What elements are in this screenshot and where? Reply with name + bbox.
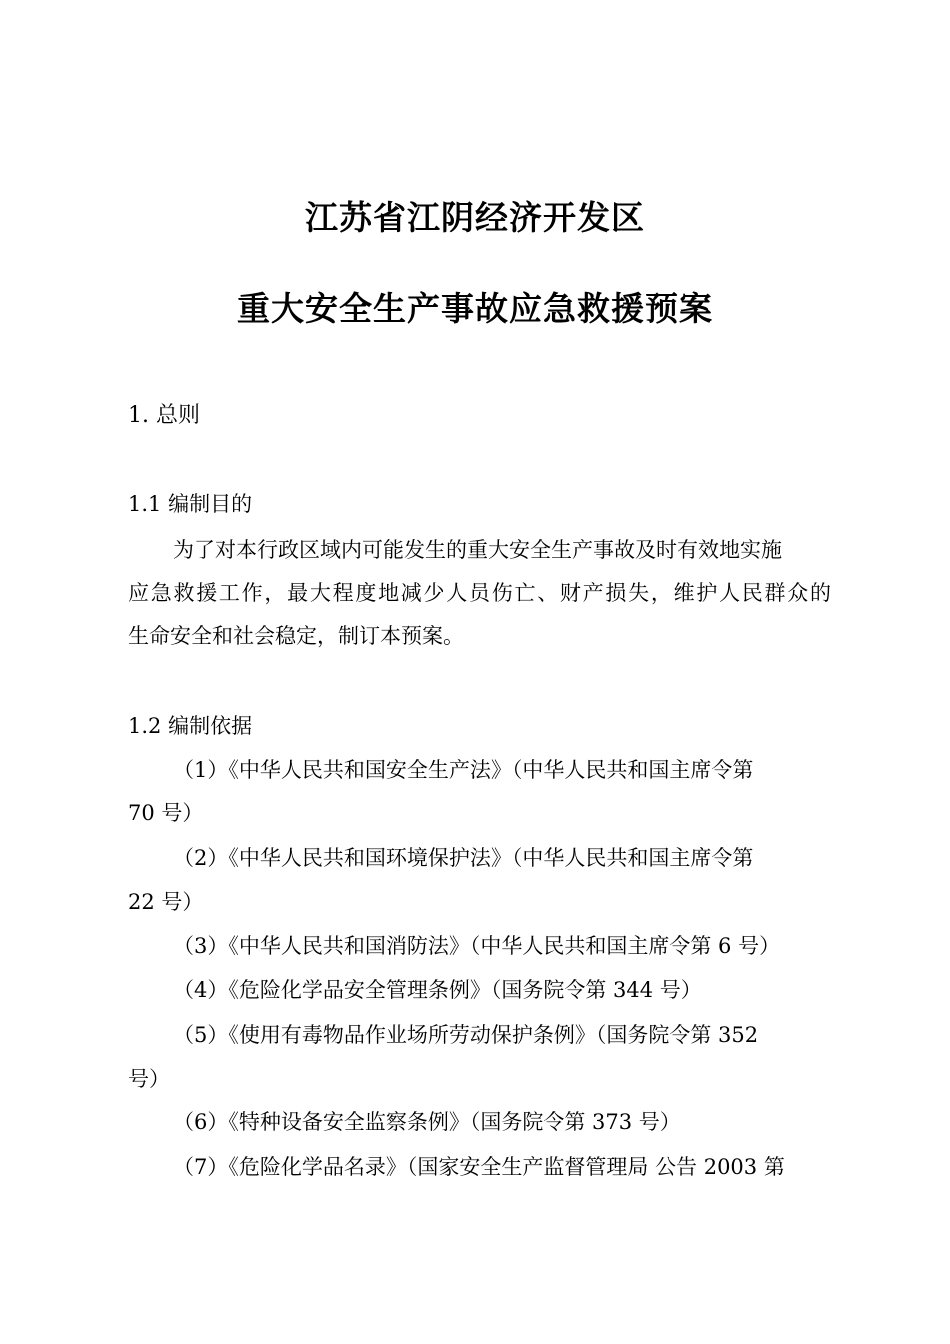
paragraph-line: 生命安全和社会稳定，制订本预案。: [128, 624, 464, 648]
basis-item-continuation: 号）: [128, 1067, 170, 1091]
basis-item: （2）《中华人民共和国环境保护法》（中华人民共和国主席令第: [173, 846, 754, 870]
section-heading-general: 1. 总则: [128, 403, 200, 428]
basis-item: （4）《危险化学品安全管理条例》（国务院令第 344 号）: [173, 978, 702, 1002]
document-title-line-2: 重大安全生产事故应急救援预案: [237, 289, 713, 328]
basis-item: （3）《中华人民共和国消防法》（中华人民共和国主席令第 6 号）: [173, 934, 781, 958]
basis-item-continuation: 22 号）: [128, 890, 204, 914]
subsection-heading-basis: 1.2 编制依据: [128, 714, 253, 738]
basis-item: （5）《使用有毒物品作业场所劳动保护条例》（国务院令第 352: [173, 1023, 759, 1047]
basis-item: （1）《中华人民共和国安全生产法》（中华人民共和国主席令第: [173, 758, 754, 782]
paragraph-line: 为了对本行政区域内可能发生的重大安全生产事故及时有效地实施: [173, 538, 782, 562]
paragraph-line: 应急救援工作，最大程度地减少人员伤亡、财产损失，维护人民群众的: [128, 581, 831, 605]
subsection-heading-purpose: 1.1 编制目的: [128, 492, 253, 516]
document-title-line-1: 江苏省江阴经济开发区: [305, 198, 645, 237]
basis-item-continuation: 70 号）: [128, 801, 204, 825]
basis-item: （7）《危险化学品名录》（国家安全生产监督管理局 公告 2003 第: [173, 1155, 785, 1179]
basis-item: （6）《特种设备安全监察条例》（国务院令第 373 号）: [173, 1110, 681, 1134]
